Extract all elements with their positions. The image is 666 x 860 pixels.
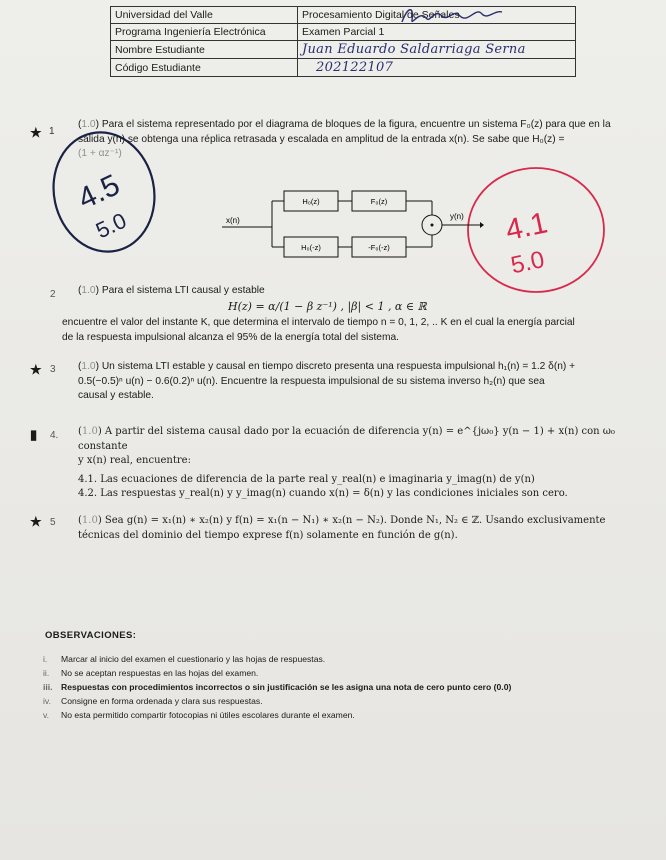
block-diagram [222,185,484,265]
question-2-number: 2 [50,289,56,300]
observations-list [43,652,623,722]
question-2-line-2: encuentre el valor del instante K, que determina el intervalo de tiempo n = 0, 1, 2, .. K en el cual la energía parcial [62,317,575,328]
question-5-number: 5 [50,517,56,528]
question-1-line-1: Para el sistema representado por el diagrama de bloques de la figura, encuentre un sistema F₀(z) para que en la [101,119,611,130]
question-1-star-icon: ★ [30,125,42,140]
question-4-sub-1: 4.1. Las ecuaciones de diferencia de la parte real y_real(n) e imaginaria y_imag(n) de y(n) [78,473,535,485]
question-3-points: 1.0 [81,361,96,372]
question-2-body [62,316,642,345]
block-f0-neg-label: -F₀(-z) [368,243,390,252]
question-3-line-1: Un sistema LTI estable y causal en tiempo discreto presenta una respuesta impulsional h₁(n) = 1.2 δ(n) + [101,361,576,372]
question-1: (1.0) Para el sistema representado por el diagrama de bloques de la figura, encuentre un sistema F₀(z) para que en la salida y(n) se obtenga una réplica retrasada y escalada en amplitud de la entrada x(n). Se sabe que H₀(z) = (1 + αz⁻¹) [78,118,638,162]
question-4-points: 1.0 [81,426,98,437]
question-4: (1.0) A partir del sistema causal dado por la ecuación de diferencia y(n) = e^{jω₀} y(n − 1) + x(n) con ω₀ constante y x(n) real, encuentre: 4.1. Las ecuaciones de diferencia de la parte real y_real(n) e imaginaria y_imag(n) de y(n) 4.2. Las respuestas y_real(n) y y_imag(n) cuando x(n) = δ(n) y las condiciones iniciales son cero. [78,425,638,502]
question-1-number: 1 [49,126,55,137]
question-4-marker-icon: ▮ [30,427,38,442]
question-1-line-3: (1 + αz⁻¹) [78,148,122,159]
question-5: (1.0) Sea g(n) = x₁(n) ∗ x₂(n) y f(n) = x₁(n − N₁) ∗ x₂(n − N₂). Donde N₁, N₂ ∈ ℤ. Usando exclusivamente técnicas del dominio del tiempo exprese f(n) solamente en función de g(n). [78,514,638,543]
question-4-line-2: y x(n) real, encuentre: [78,455,191,466]
observation-item: v. No esta permitido compartir fotocopias ni útiles escolares durante el examen. [43,710,355,720]
diagram-input-label: x(n) [226,216,240,225]
signature-scribble [398,0,508,30]
question-3: (1.0) Un sistema LTI estable y causal en tiempo discreto presenta una respuesta impulsional h₁(n) = 1.2 δ(n) + 0.5(−0.5)ⁿ u(n) − 0.6(0.2)ⁿ u(n). Encuentre la respuesta impulsional de su sistema inverso h₂(n) que sea causal y estable. [78,360,638,404]
observation-item: iv. Consigne en forma ordenada y clara sus respuestas. [43,696,263,706]
student-code-label: Código Estudiante [111,59,298,77]
student-code-value: 202122107 [298,59,576,77]
question-4-number: 4. [50,430,59,441]
question-4-sub-2: 4.2. Las respuestas y_real(n) y y_imag(n) cuando x(n) = δ(n) y las condiciones iniciales son cero. [78,488,568,499]
observation-item: iii. Respuestas con procedimientos incorrectos o sin justificación se les asigna una nota de cero punto cero (0.0) [43,682,512,692]
question-3-line-3: causal y estable. [78,390,154,401]
question-5-points: 1.0 [81,515,98,526]
question-3-star-icon: ★ [30,362,42,377]
question-1-points: 1.0 [81,119,96,130]
grade-left-denominator: 5.0 [91,207,131,244]
question-5-star-icon: ★ [30,514,42,529]
question-2-line-1: Para el sistema LTI causal y estable [101,285,265,296]
question-3-line-2: 0.5(−0.5)ⁿ u(n) − 0.6(0.2)ⁿ u(n). Encuentre la respuesta impulsional de su sistema inverso h₂(n) que sea [78,375,545,387]
observation-item: i. Marcar al inicio del examen el cuestionario y las hojas de respuestas. [43,654,326,664]
question-5-line-1: Sea g(n) = x₁(n) ∗ x₂(n) y f(n) = x₁(n − N₁) ∗ x₂(n − N₂). Donde N₁, N₂ ∈ ℤ. Usando exclusivamente [104,515,606,526]
program-name: Programa Ingeniería Electrónica [111,24,298,41]
observations-title: OBSERVACIONES: [45,630,137,641]
question-3-number: 3 [50,364,56,375]
block-f0-label: F₀(z) [370,197,388,206]
course-name: Procesamiento Digital de Señales [298,7,576,24]
exam-name: Examen Parcial 1 [298,24,576,41]
question-2-line-3: de la respuesta impulsional alcanza el 95% de la energía total del sistema. [62,331,399,343]
question-5-line-2: técnicas del dominio del tiempo exprese f(n) solamente en función de g(n). [78,529,458,541]
block-h0-label: H₀(z) [302,197,320,206]
grade-right-numerator: 4.1 [502,206,551,248]
question-2-points: 1.0 [81,285,96,296]
question-4-line-1: A partir del sistema causal dado por la ecuación de diferencia y(n) = e^{jω₀} y(n − 1) + x(n) con ω₀ constante [78,426,615,452]
question-2-formula: H(z) = α/(1 − β z⁻¹) , |β| < 1 , α ∈ ℝ [228,300,427,313]
grade-right-denominator: 5.0 [508,246,547,280]
question-2: (1.0) Para el sistema LTI causal y estable [78,285,265,296]
student-name-label: Nombre Estudiante [111,41,298,59]
question-1-line-2: salida y(n) se obtenga una réplica retrasada y escalada en amplitud de la entrada x(n). Se sabe que H₀(z) = [78,133,565,145]
student-name-value: Juan Eduardo Saldarriaga Serna [298,41,576,59]
diagram-output-label: y(n) [450,212,464,221]
observation-item: ii. No se aceptan respuestas en las hojas del examen. [43,668,259,678]
block-h0-neg-label: H₀(-z) [301,243,321,252]
grade-left-numerator: 4.5 [73,168,125,216]
university-name: Universidad del Valle [111,7,298,24]
